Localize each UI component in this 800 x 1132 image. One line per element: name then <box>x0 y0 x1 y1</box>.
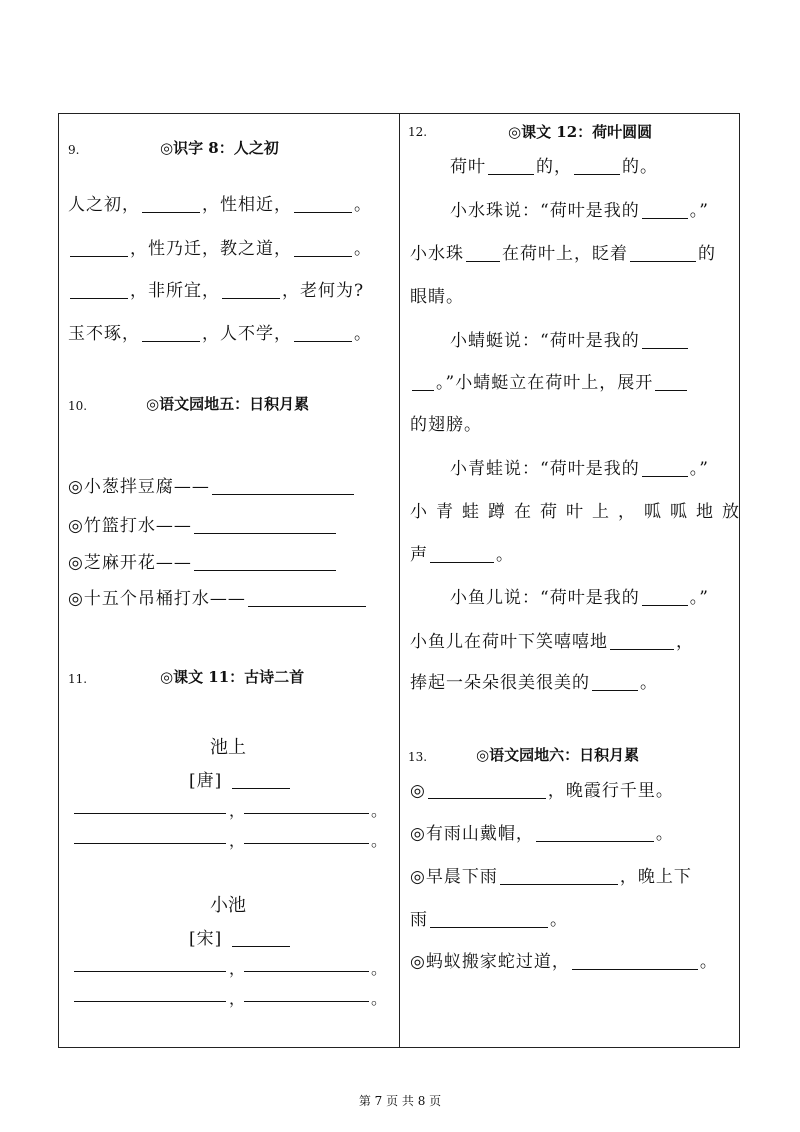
s12-line-13: 捧起一朵朵很美很美的 。 <box>410 673 658 693</box>
s12-line-6: 。”小蜻蜓立在荷叶上，展开 <box>410 368 689 393</box>
section-9-heading: ◎识字 8：人之初 <box>160 139 279 157</box>
answer-blank[interactable] <box>430 926 548 928</box>
answer-blank[interactable] <box>430 561 494 563</box>
poem-1-line-1: ， 。 <box>74 812 384 813</box>
answer-blank[interactable] <box>70 255 128 257</box>
section-12-heading: ◎课文 12：荷叶圆圆 <box>508 123 653 141</box>
answer-blank[interactable] <box>428 797 546 799</box>
answer-blank[interactable] <box>642 475 688 477</box>
poem-1-line-2: ， 。 <box>74 842 384 843</box>
answer-blank[interactable] <box>610 648 674 650</box>
s9-line-2: ，性乃迁，教之道， 。 <box>68 234 372 259</box>
s12-line-10: 声 。 <box>410 545 514 565</box>
poem-2-line-1: ， 。 <box>74 970 384 971</box>
section-9-number: 9. <box>68 143 80 157</box>
section-12-number: 12. <box>408 125 428 139</box>
answer-blank[interactable] <box>630 260 696 262</box>
s13-line-1: ◎ ，晚霞行千里。 <box>410 781 674 801</box>
s12-line-2: 小水珠说：“荷叶是我的 。” <box>450 201 709 221</box>
poem-2-author-line: [宋] <box>189 924 292 949</box>
s9-line-1: 人之初， ，性相近， 。 <box>68 195 372 215</box>
s13-line-2: ◎有雨山戴帽， 。 <box>410 824 674 844</box>
answer-blank[interactable] <box>574 173 620 175</box>
column-divider <box>399 113 400 1048</box>
answer-blank[interactable] <box>500 883 618 885</box>
s10-item-1: ◎小葱拌豆腐—— <box>68 472 356 497</box>
answer-blank[interactable] <box>466 260 500 262</box>
answer-blank[interactable] <box>212 493 354 495</box>
answer-blank[interactable] <box>222 297 280 299</box>
section-10-number: 10. <box>68 399 88 413</box>
s12-line-12: 小鱼儿在荷叶下笑嘻嘻地 ， <box>410 632 694 652</box>
answer-blank[interactable] <box>642 217 688 219</box>
s10-item-3: ◎芝麻开花—— <box>68 548 338 573</box>
answer-blank[interactable] <box>244 970 369 972</box>
answer-blank[interactable] <box>294 340 352 342</box>
answer-blank[interactable] <box>142 211 200 213</box>
s9-line-4: 玉不琢， ，人不学， 。 <box>68 324 372 344</box>
s12-line-3: 小水珠 在荷叶上，眨着 的 <box>410 244 716 264</box>
answer-blank[interactable] <box>74 842 226 844</box>
answer-blank[interactable] <box>592 689 638 691</box>
s13-line-3: ◎早晨下雨 ，晚上下 <box>410 867 692 887</box>
s13-line-4: 雨 。 <box>410 910 568 930</box>
poem-2-line-2: ， 。 <box>74 1000 384 1001</box>
s12-line-11: 小鱼儿说：“荷叶是我的 。” <box>450 588 709 608</box>
answer-blank[interactable] <box>572 968 698 970</box>
s12-line-4: 眼睛。 <box>410 287 464 307</box>
answer-blank[interactable] <box>294 211 352 213</box>
s12-line-9: 小青蛙蹲在荷叶上，呱呱地放 <box>410 502 748 522</box>
answer-blank[interactable] <box>232 945 290 947</box>
s12-line-7: 的翅膀。 <box>410 415 482 435</box>
answer-blank[interactable] <box>194 569 336 571</box>
s10-item-4: ◎十五个吊桶打水—— <box>68 584 368 609</box>
answer-blank[interactable] <box>142 340 200 342</box>
s12-line-8: 小青蛙说：“荷叶是我的 。” <box>450 459 709 479</box>
s10-item-2: ◎竹篮打水—— <box>68 511 338 536</box>
answer-blank[interactable] <box>412 389 434 391</box>
s9-line-3: ，非所宜， ，老何为? <box>68 276 364 301</box>
answer-blank[interactable] <box>244 1000 369 1002</box>
section-11-number: 11. <box>68 672 88 686</box>
s12-line-5: 小蜻蜓说：“荷叶是我的 <box>450 326 690 351</box>
answer-blank[interactable] <box>642 604 688 606</box>
answer-blank[interactable] <box>74 1000 226 1002</box>
section-11-heading: ◎课文 11：古诗二首 <box>160 668 305 686</box>
answer-blank[interactable] <box>642 347 688 349</box>
poem-2-title: 小池 <box>210 895 246 916</box>
answer-blank[interactable] <box>232 787 290 789</box>
section-13-number: 13. <box>408 750 428 764</box>
answer-blank[interactable] <box>244 812 369 814</box>
answer-blank[interactable] <box>74 970 226 972</box>
answer-blank[interactable] <box>536 840 654 842</box>
answer-blank[interactable] <box>244 842 369 844</box>
section-13-heading: ◎语文园地六：日积月累 <box>476 746 640 764</box>
answer-blank[interactable] <box>655 389 687 391</box>
answer-blank[interactable] <box>248 605 366 607</box>
answer-blank[interactable] <box>488 173 534 175</box>
s12-line-1: 荷叶 的， 的。 <box>450 157 658 177</box>
poem-1-title: 池上 <box>210 737 246 758</box>
answer-blank[interactable] <box>194 532 336 534</box>
s13-line-5: ◎蚂蚁搬家蛇过道， 。 <box>410 952 718 972</box>
poem-1-author-line: [唐] <box>189 766 292 791</box>
answer-blank[interactable] <box>70 297 128 299</box>
answer-blank[interactable] <box>294 255 352 257</box>
page-footer: 第 7 页 共 8 页 <box>358 1094 442 1108</box>
answer-blank[interactable] <box>74 812 226 814</box>
section-10-heading: ◎语文园地五：日积月累 <box>146 395 310 413</box>
